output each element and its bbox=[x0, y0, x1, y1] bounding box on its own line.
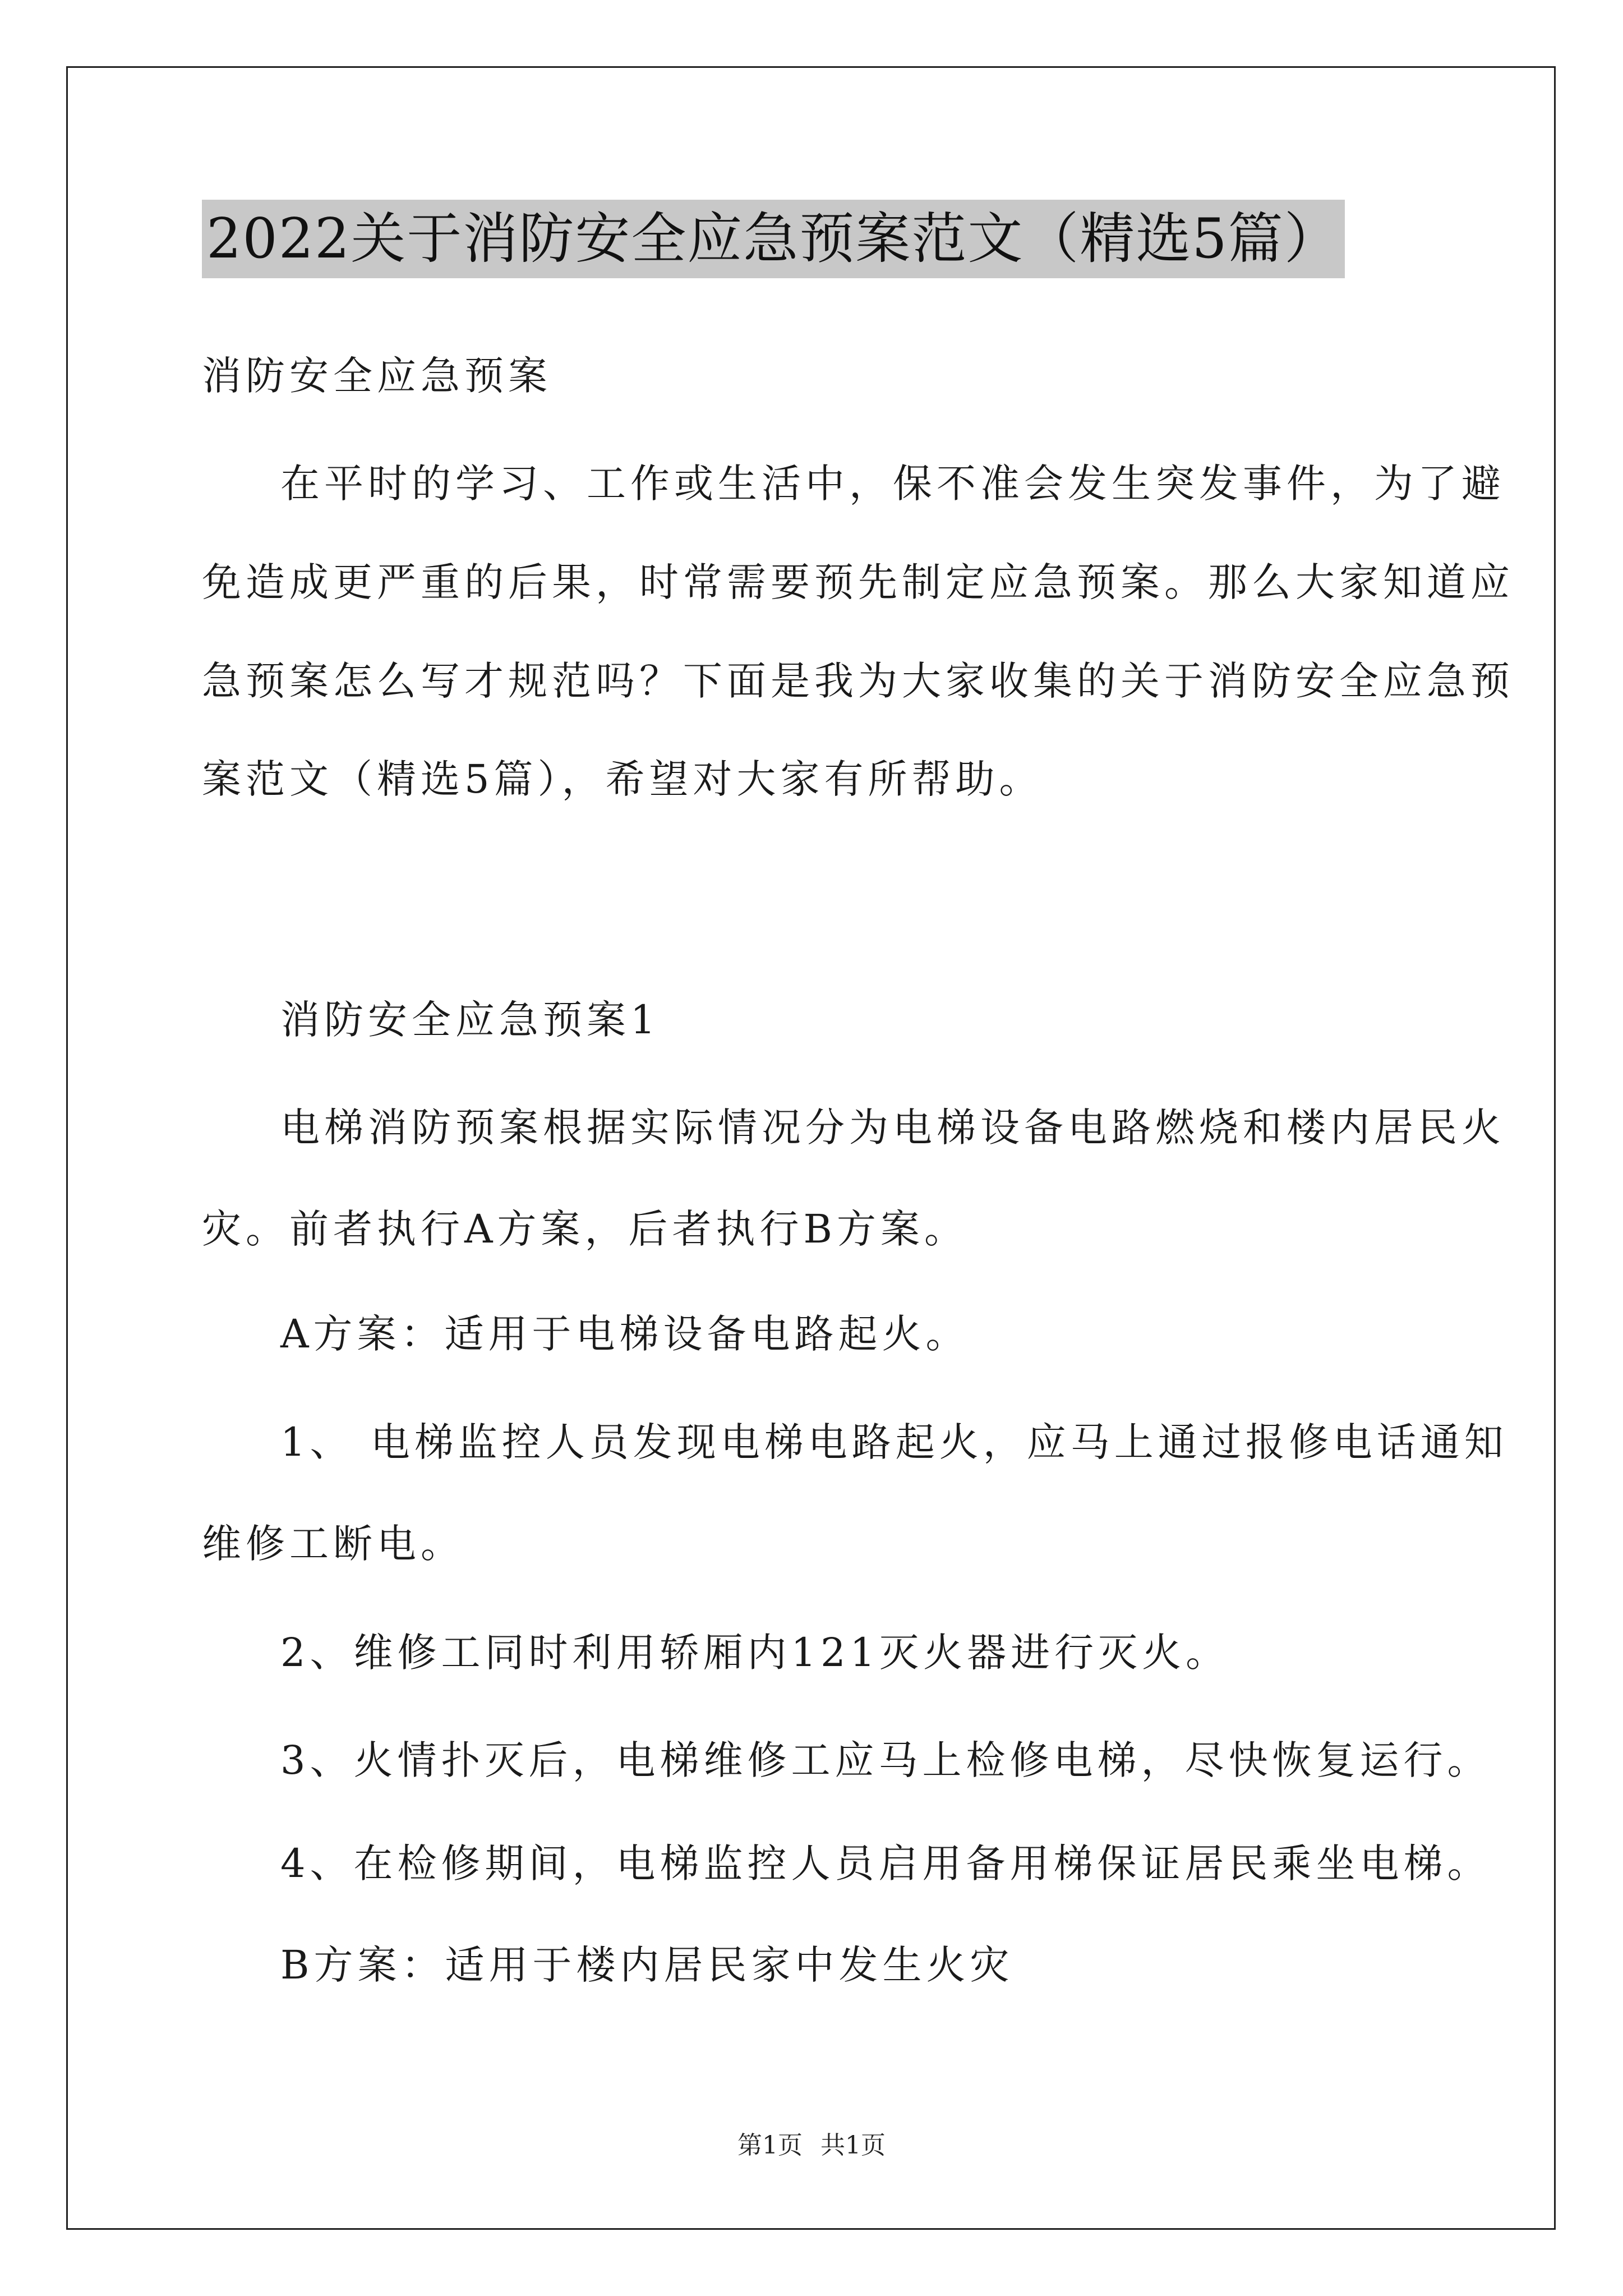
paragraph-line: 电梯消防预案根据实际情况分为电梯设备电路燃烧和楼内居民火 bbox=[280, 1105, 1505, 1151]
plan-b-title: B方案：适用于楼内居民家中发生火灾 bbox=[280, 1942, 1014, 1988]
step-2: 2、维修工同时利用轿厢内121灭火器进行灭火。 bbox=[280, 1630, 1230, 1676]
step-line: 维修工断电。 bbox=[202, 1521, 464, 1567]
page-number: 第1页 bbox=[737, 2131, 803, 2160]
document-title: 2022关于消防安全应急预案范文（精选5篇） bbox=[206, 207, 1340, 271]
intro-line: 急预案怎么写才规范吗？下面是我为大家收集的关于消防安全应急预 bbox=[202, 658, 1514, 704]
intro-line: 在平时的学习、工作或生活中，保不准会发生突发事件，为了避 bbox=[280, 461, 1505, 507]
intro-line: 案范文（精选5篇），希望对大家有所帮助。 bbox=[202, 756, 1043, 802]
paragraph-line: 灾。前者执行A方案，后者执行B方案。 bbox=[202, 1206, 968, 1252]
page-total: 共1页 bbox=[820, 2131, 886, 2160]
section-title: 消防安全应急预案1 bbox=[280, 997, 660, 1043]
step-3: 3、火情扑灭后，电梯维修工应马上检修电梯，尽快恢复运行。 bbox=[280, 1737, 1491, 1783]
title-highlight bbox=[202, 200, 1345, 278]
page-footer bbox=[0, 2132, 1623, 2160]
intro-line: 免造成更严重的后果，时常需要预先制定应急预案。那么大家知道应 bbox=[202, 559, 1514, 605]
step-4: 4、在检修期间，电梯监控人员启用备用梯保证居民乘坐电梯。 bbox=[280, 1841, 1491, 1887]
step-line: 1、 电梯监控人员发现电梯电路起火，应马上通过报修电话通知 bbox=[280, 1419, 1508, 1465]
plan-a-title: A方案：适用于电梯设备电路起火。 bbox=[280, 1311, 970, 1357]
document-heading: 消防安全应急预案 bbox=[202, 353, 552, 399]
